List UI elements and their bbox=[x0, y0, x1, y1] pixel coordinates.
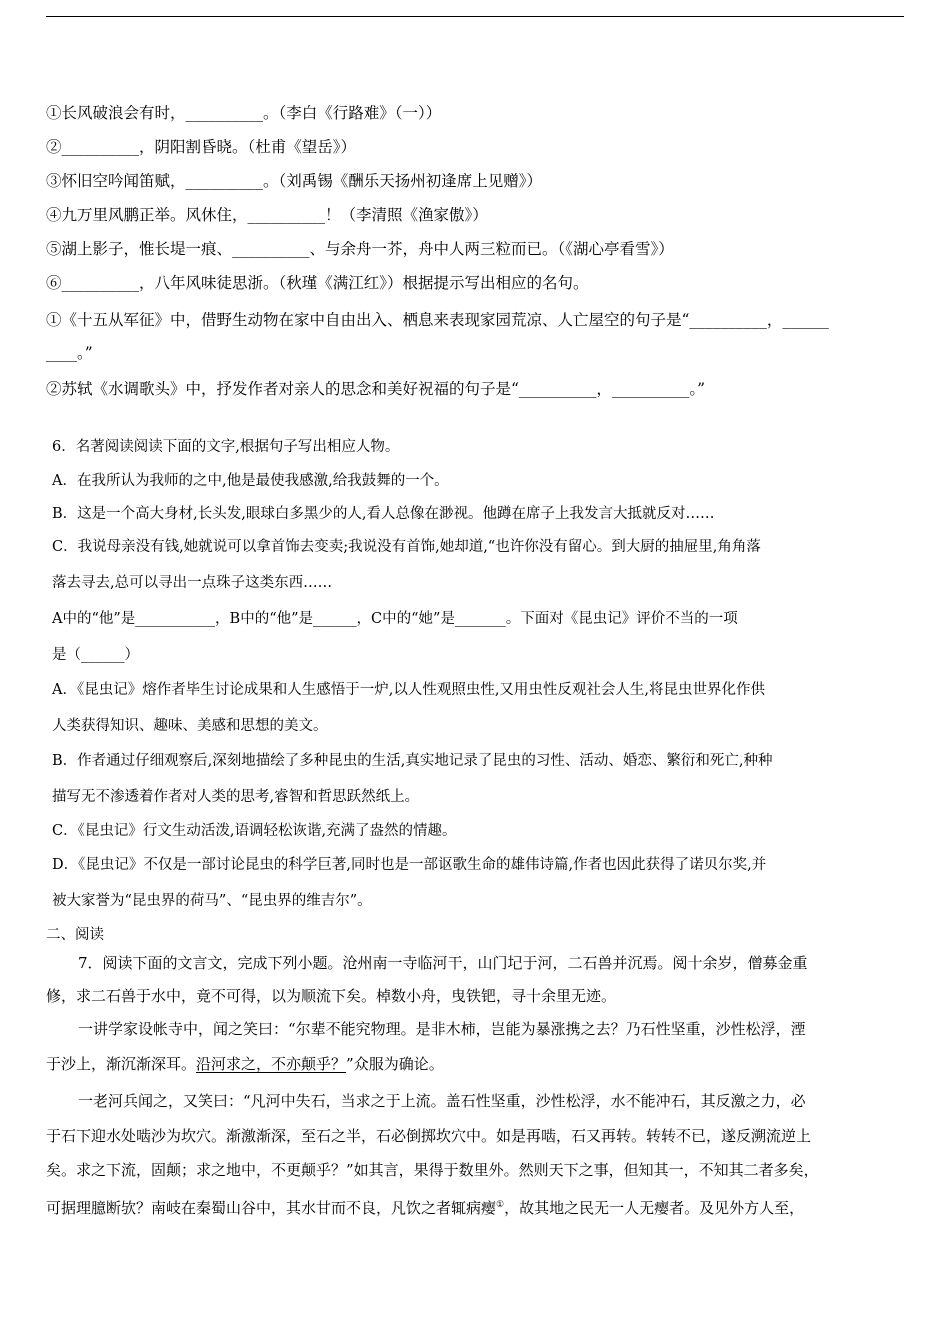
poem-line-2: ②__________，阴阳割昏晓。（杜甫《望岳》） bbox=[46, 138, 357, 156]
q6-line-a: A．在我所认为我师的之中,他是最使我感激,给我鼓舞的一个。 bbox=[52, 473, 449, 489]
q6-blanks: A中的“他”是___________，B中的“他”是______，C中的“她”是_______。下面对《昆虫记》评价不当的一项 bbox=[52, 611, 738, 627]
q7-line-8 bbox=[46, 1195, 804, 1218]
q7-line-8-end: ，故其地之民无一人无瘿者。及见外方人至， bbox=[504, 1199, 805, 1217]
q7-line-3: 一讲学家设帐寺中，闻之笑曰：“尔辈不能究物理。是非木柿，岂能为暴涨携之去？乃石性坚重，沙性松浮，湮 bbox=[78, 1020, 806, 1038]
q7-line-2: 修，求二石兽于水中，竟不可得，以为顺流下矣。棹数小舟，曳铁钯，寻十余里无迹。 bbox=[46, 987, 617, 1005]
underlined-phrase: 沿河求之，不亦颠乎？ bbox=[196, 1055, 347, 1073]
header-rule bbox=[46, 16, 904, 17]
q7-line-6: 于石下迎水处啮沙为坎穴。渐激渐深，至石之半，石必倒掷坎穴中。如是再啮，石又再转。转转不已，遂反溯流逆上 bbox=[46, 1127, 812, 1145]
poem-line-8: ____。” bbox=[46, 344, 93, 362]
poem-line-9: ②苏轼《水调歌头》中，抒发作者对亲人的思念和美好祝福的句子是“__________，__________。” bbox=[46, 380, 706, 398]
poem-line-7: ①《十五从军征》中，借野生动物在家中自由出入、栖息来表现家园荒凉、人亡屋空的句子是“__________，______ bbox=[46, 311, 829, 329]
q6-option-c: C．《昆虫记》行文生动活泼,语调轻松诙谐,充满了盎然的情趣。 bbox=[52, 823, 457, 839]
q6-option-a2: 人类获得知识、趣味、美感和思想的美文。 bbox=[52, 718, 328, 734]
q7-line-5: 一老河兵闻之，又笑曰：“凡河中失石，当求之于上流。盖石性坚重，沙性松浮，水不能冲石，其反激之力，必 bbox=[78, 1092, 806, 1110]
q7-line-4 bbox=[46, 1054, 444, 1074]
footnote-marker: ① bbox=[496, 1200, 505, 1210]
q7-line-8-start: 可据理臆断欤？南岐在秦蜀山谷中，其水甘而不良，凡饮之者辄病瘿 bbox=[46, 1199, 497, 1217]
q7-line-1: 7．阅读下面的文言文，完成下列小题。沧州南一寺临河干，山门圮于河，二石兽并沉焉。阅十余岁，僧募金重 bbox=[78, 954, 808, 972]
q6-option-b: B．作者通过仔细观察后,深刻地描绘了多种昆虫的生活,真实地记录了昆虫的习性、活动、婚恋、繁衍和死亡,种种 bbox=[52, 753, 773, 769]
q7-line-7: 矣。求之下流，固颠；求之地中，不更颠乎？”如其言，果得于数里外。然则天下之事，但知其一，不知其二者多矣， bbox=[46, 1161, 819, 1179]
q6-option-a: A．《昆虫记》熔作者毕生讨论成果和人生感悟于一炉,以人性观照虫性,又用虫性反观社会人生,将昆虫世界化作供 bbox=[52, 682, 766, 698]
poem-line-4: ④九万里风鹏正举。风休住，__________！（李清照《渔家傲》） bbox=[46, 206, 488, 224]
q6-line-c: C．我说母亲没有钱,她就说可以拿首饰去变卖;我说没有首饰,她却道,“也许你没有留心。到大厨的抽屉里,角角落 bbox=[52, 539, 761, 555]
poem-line-3: ③怀旧空吟闻笛赋，__________。（刘禹锡《酬乐天扬州初逢席上见赠》） bbox=[46, 172, 543, 190]
q6-line-b: B．这是一个高大身材,长头发,眼球白多黑少的人,看人总像在渺视。他蹲在席子上我发言大抵就反对…… bbox=[52, 506, 715, 522]
q7-line-4-end: ”众服为确论。 bbox=[346, 1055, 444, 1073]
poem-line-5: ⑤湖上影子，惟长堤一痕、__________、与余舟一芥，舟中人两三粒而已。（《湖心亭看雪》） bbox=[46, 240, 674, 258]
section-title: 二、阅读 bbox=[46, 927, 104, 943]
q6-option-b2: 描写无不渗透着作者对人类的思考,睿智和哲思跃然纸上。 bbox=[52, 789, 420, 805]
q6-option-d: D．《昆虫记》不仅是一部讨论昆虫的科学巨著,同时也是一部讴歌生命的雄伟诗篇,作者也因此获得了诺贝尔奖,并 bbox=[52, 857, 767, 873]
q6-line-c2: 落去寻去,总可以寻出一点珠子这类东西…… bbox=[52, 575, 333, 591]
poem-line-6: ⑥__________，八年风味徒思浙。（秋瑾《满江红》）根据提示写出相应的名句。 bbox=[46, 274, 589, 292]
q6-title: 6．名著阅读阅读下面的文字,根据句子写出相应人物。 bbox=[52, 439, 400, 455]
q7-line-4-start: 于沙上，渐沉渐深耳。 bbox=[46, 1055, 197, 1073]
q6-option-d2: 被大家誉为“昆虫界的荷马”、“昆虫界的维吉尔”。 bbox=[52, 893, 372, 909]
q6-blanks-2: 是（______） bbox=[52, 647, 139, 663]
poem-line-1: ①长风破浪会有时，__________。（李白《行路难》（一）） bbox=[46, 104, 442, 122]
